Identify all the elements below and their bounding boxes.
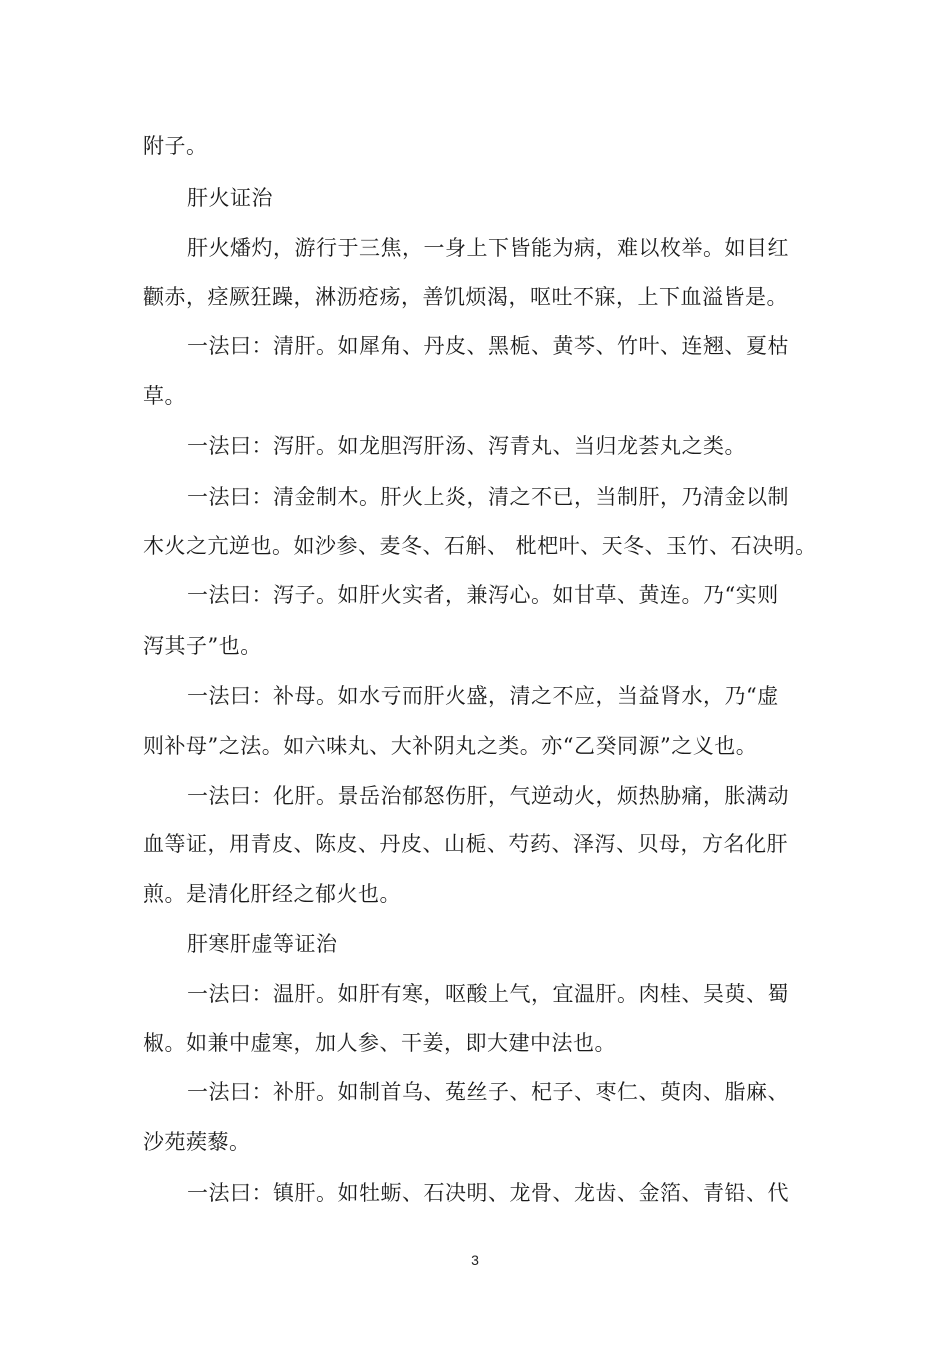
text-line: 一法曰：清肝。如犀角、丹皮、黑栀、黄芩、竹叶、连翘、夏枯	[187, 334, 789, 358]
text-line: 椒。如兼中虚寒，加人参、干姜，即大建中法也。	[143, 1031, 616, 1055]
text-line: 颧赤，痉厥狂躁，淋沥疮疡，善饥烦渴，呕吐不寐，上下血溢皆是。	[143, 285, 788, 309]
text-line: 草。	[143, 384, 186, 408]
text-line: 附子。	[143, 134, 208, 158]
page-number: 3	[471, 1252, 479, 1268]
text-line: 泻其子”也。	[143, 634, 262, 658]
text-line: 一法曰：镇肝。如牡蛎、石决明、龙骨、龙齿、金箔、青铅、代	[187, 1181, 789, 1205]
text-line: 一法曰：泻肝。如龙胆泻肝汤、泻青丸、当归龙荟丸之类。	[187, 434, 746, 458]
text-line: 则补母”之法。如六味丸、大补阴丸之类。亦“乙癸同源”之义也。	[143, 734, 758, 758]
section-heading: 肝寒肝虚等证治	[187, 932, 338, 956]
text-line: 沙苑蒺藜。	[143, 1130, 251, 1154]
text-line: 一法曰：清金制木。肝火上炎，清之不已，当制肝，乃清金以制	[187, 485, 789, 509]
text-line: 一法曰：温肝。如肝有寒，呕酸上气，宜温肝。肉桂、吴萸、蜀	[187, 982, 789, 1006]
text-line: 一法曰：补肝。如制首乌、菟丝子、杞子、枣仁、萸肉、脂麻、	[187, 1080, 789, 1104]
text-line: 肝火燔灼，游行于三焦，一身上下皆能为病，难以枚举。如目红	[187, 236, 789, 260]
text-line: 一法曰：化肝。景岳治郁怒伤肝，气逆动火，烦热胁痛，胀满动	[187, 784, 789, 808]
text-line: 一法曰：补母。如水亏而肝火盛，清之不应，当益肾水，乃“虚	[187, 684, 779, 708]
text-line: 血等证，用青皮、陈皮、丹皮、山栀、芍药、泽泻、贝母，方名化肝	[143, 832, 788, 856]
text-line: 煎。是清化肝经之郁火也。	[143, 882, 401, 906]
text-line: 木火之亢逆也。如沙参、麦冬、石斛、 枇杷叶、天冬、玉竹、石决明。	[143, 534, 817, 558]
text-line: 一法曰：泻子。如肝火实者，兼泻心。如甘草、黄连。乃“实则	[187, 583, 779, 607]
section-heading: 肝火证治	[187, 186, 273, 210]
